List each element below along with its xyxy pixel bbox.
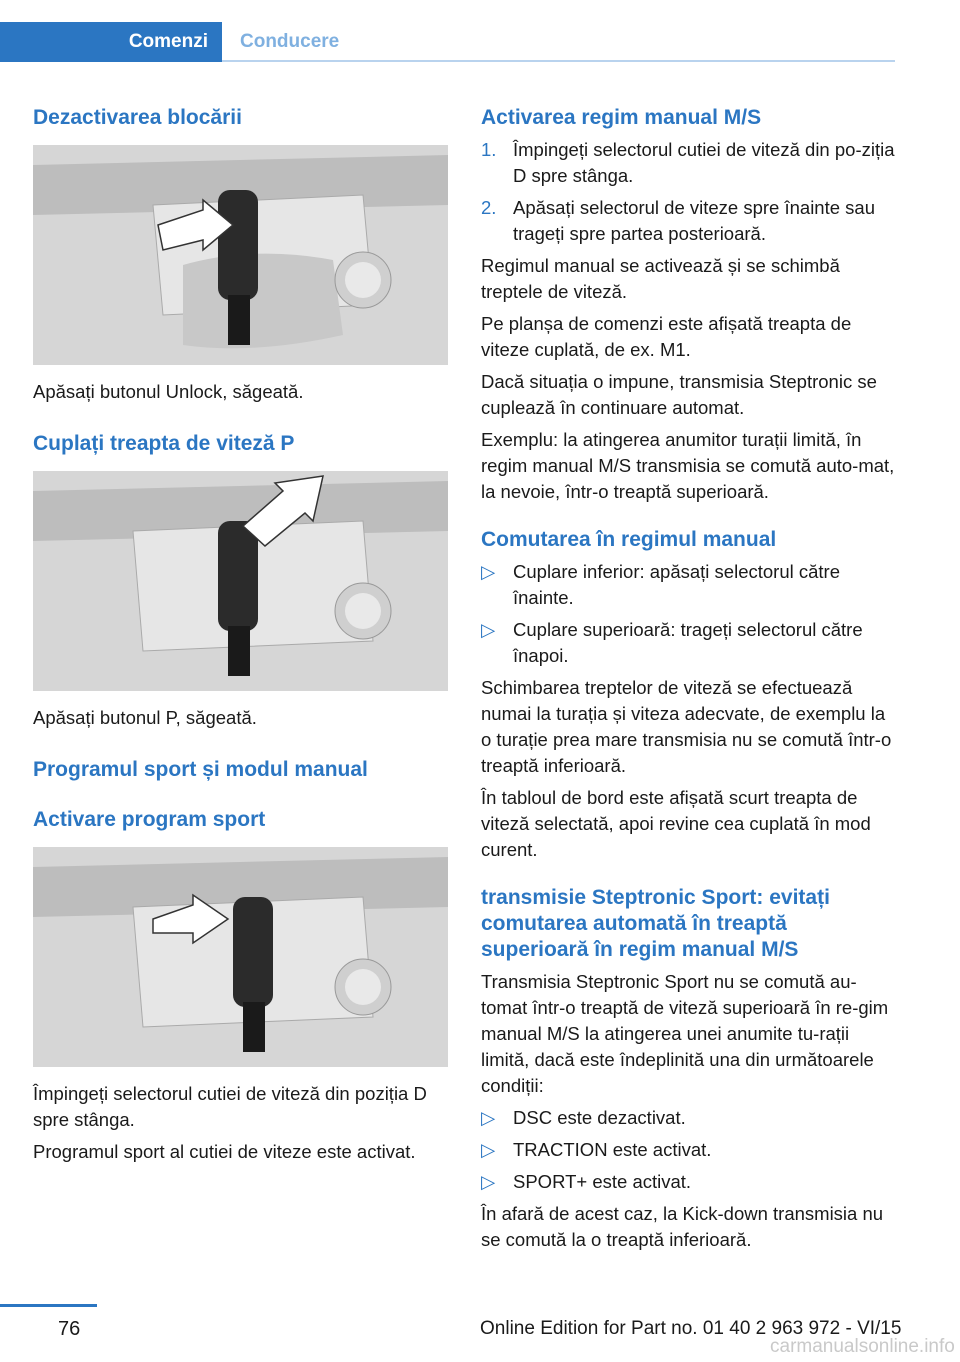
caption-sport-2: Programul sport al cutiei de viteze este activat.: [33, 1141, 416, 1162]
list-item: ▷ DSC este dezactivat.: [481, 1105, 896, 1131]
para-manual-1: Regimul manual se activează și se schimbă treptele de viteză.: [481, 255, 840, 302]
caption-park: Apăsați butonul P, săgeată.: [33, 707, 257, 728]
caption-unlock: Apăsați butonul Unlock, săgeată.: [33, 381, 304, 402]
para-manual-2: Pe planșa de comenzi este afișată treapta de viteze cuplată, de ex. M1.: [481, 313, 852, 360]
para-manual-3: Dacă situația o impune, transmisia Steptronic se cuplează în continuare automat.: [481, 371, 877, 418]
triangle-icon: ▷: [481, 561, 496, 582]
watermark: carmanualsonline.info: [770, 1336, 955, 1357]
triangle-icon: ▷: [481, 619, 496, 640]
tab-comenzi[interactable]: Comenzi: [0, 22, 222, 62]
bullets-conditions: [481, 1105, 896, 1195]
para-manual-4: Exemplu: la atingerea anumitor turații limită, în regim manual M/S transmisia se comută auto-mat, la nevoie, într-o treaptă superioară.: [481, 429, 895, 502]
footer-rule: [0, 1304, 97, 1307]
figure-sport: [33, 847, 448, 1067]
para-steptronic: Transmisia Steptronic Sport nu se comută au-tomat într-o treaptă de viteză superioară în re-gim manual M/S la atingerea unei anumite tu-rații limită, dacă este îndeplinită una din următoarele condiții:: [481, 971, 889, 1096]
triangle-icon: ▷: [481, 1107, 496, 1128]
header-rule: [222, 60, 895, 62]
para-kickdown: În afară de acest caz, la Kick-down transmisia nu se comută la o treaptă inferioară.: [481, 1203, 884, 1250]
heading-unlock: Dezactivarea blocării: [33, 106, 242, 129]
right-column: [481, 100, 896, 1253]
figure-unlock: [33, 145, 448, 365]
chapter-header: [0, 22, 895, 62]
step-item: 2. Apăsați selectorul de viteze spre înainte sau trageți spre partea posterioară.: [481, 197, 875, 244]
para-switch-2: În tabloul de bord este afișată scurt treapta de viteză selectată, apoi revine cea cuplată în mod curent.: [481, 787, 871, 860]
heading-sport-manual: Programul sport și modul manual: [33, 758, 368, 781]
bullets-switch: [481, 559, 896, 669]
steps-list: [481, 137, 896, 247]
page-number: 76: [58, 1318, 81, 1340]
heading-steptronic-sport: transmisie Steptronic Sport: evitați comutarea automată în treaptă superioară în regim manual M/S: [481, 886, 830, 961]
heading-manual-activate: Activarea regim manual M/S: [481, 106, 762, 129]
edition-note: Online Edition for Part no. 01 40 2 963 972 - VI/15: [480, 1318, 902, 1339]
step-item: 1. Împingeți selectorul cutiei de viteză din po-ziția D spre stânga.: [481, 139, 895, 186]
heading-switch-manual: Comutarea în regimul manual: [481, 528, 777, 551]
para-switch-1: Schimbarea treptelor de viteză se efectuează numai la turația și viteza adecvate, de exemplu la o turație prea mare transmisia nu se comută într-o treaptă inferioară.: [481, 677, 892, 776]
list-item: ▷ TRACTION este activat.: [481, 1137, 896, 1163]
tab-conducere[interactable]: Conducere: [240, 31, 340, 52]
heading-park: Cuplați treapta de viteză P: [33, 432, 295, 455]
triangle-icon: ▷: [481, 1139, 496, 1160]
list-item: ▷ Cuplare inferior: apăsați selectorul către înainte.: [481, 561, 840, 608]
list-item: ▷ Cuplare superioară: trageți selectorul către înapoi.: [481, 619, 863, 666]
left-column: [33, 100, 448, 1165]
figure-park: [33, 471, 448, 691]
heading-sport: Activare program sport: [33, 808, 266, 831]
triangle-icon: ▷: [481, 1171, 496, 1192]
list-item: ▷ SPORT+ este activat.: [481, 1169, 896, 1195]
caption-sport-1: Împingeți selectorul cutiei de viteză din poziția D spre stânga.: [33, 1083, 427, 1130]
